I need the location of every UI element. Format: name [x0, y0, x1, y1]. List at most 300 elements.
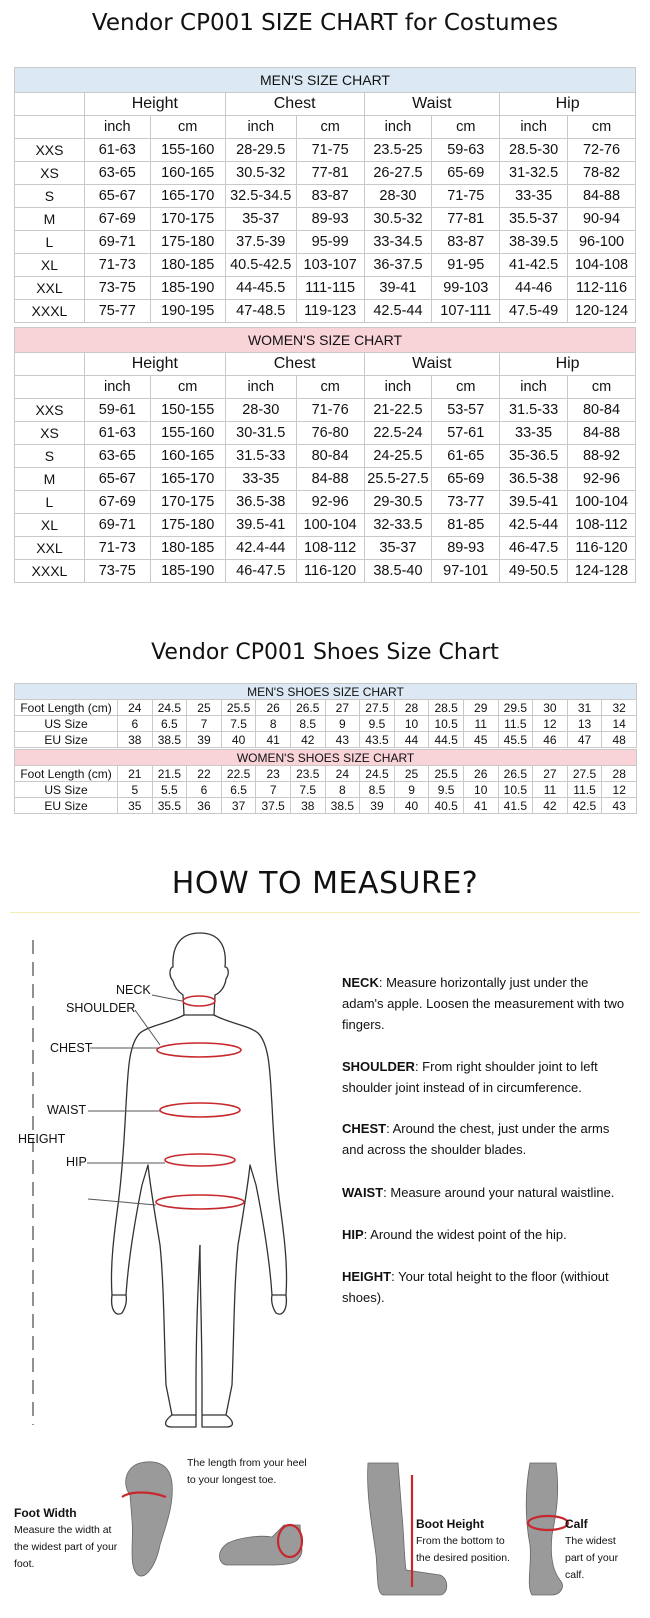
- size-cell: 61-65: [432, 445, 500, 468]
- shoe-cell: 24.5: [360, 766, 395, 782]
- size-cell: 160-165: [150, 162, 225, 185]
- size-chart-header: WOMEN'S SIZE CHART: [15, 328, 636, 353]
- size-cell: 39.5-41: [225, 514, 296, 537]
- size-cell: 165-170: [150, 468, 225, 491]
- size-cell: 71-75: [432, 185, 500, 208]
- unit-header: inch: [225, 376, 296, 399]
- size-cell: 53-57: [432, 399, 500, 422]
- group-header: Chest: [225, 353, 364, 376]
- size-cell: 44-45.5: [225, 277, 296, 300]
- shoe-cell: 8: [325, 782, 360, 798]
- unit-header: cm: [432, 376, 500, 399]
- shoe-cell: 39: [360, 798, 395, 814]
- size-cell: 44-46: [500, 277, 568, 300]
- shoe-cell: 31: [567, 700, 602, 716]
- size-cell: 30.5-32: [364, 208, 432, 231]
- shoe-cell: 10: [394, 716, 429, 732]
- unit-header: inch: [84, 116, 150, 139]
- shoe-cell: 24: [325, 766, 360, 782]
- shoe-cell: 28: [394, 700, 429, 716]
- unit-header: cm: [296, 376, 364, 399]
- size-label: XS: [15, 162, 85, 185]
- shoe-row-label: EU Size: [15, 732, 118, 748]
- shoe-cell: 44.5: [429, 732, 464, 748]
- size-cell: 28.5-30: [500, 139, 568, 162]
- desc-term: SHOULDER: [342, 1059, 415, 1074]
- men-size-table: [14, 67, 636, 323]
- size-row: [15, 185, 636, 208]
- size-row: [15, 208, 636, 231]
- shoe-cell: 24: [118, 700, 153, 716]
- size-cell: 175-180: [150, 231, 225, 254]
- blank-cell: [15, 116, 85, 139]
- size-cell: 71-73: [84, 537, 150, 560]
- shoe-cell: 11.5: [567, 782, 602, 798]
- size-cell: 73-75: [84, 277, 150, 300]
- size-cell: 26-27.5: [364, 162, 432, 185]
- shoe-cell: 8: [256, 716, 291, 732]
- shoe-row: [15, 716, 637, 732]
- desc-text: : Measure horizontally just under the adam's apple. Loosen the measurement with two fingers.: [342, 975, 625, 1032]
- size-cell: 38-39.5: [500, 231, 568, 254]
- shoe-title-row: [15, 750, 637, 766]
- desc-chest: [342, 1118, 627, 1160]
- shoe-row: [15, 732, 637, 748]
- size-row: [15, 300, 636, 323]
- size-cell: 72-76: [568, 139, 636, 162]
- boot-height-title: Boot Height: [416, 1517, 484, 1531]
- size-cell: 120-124: [568, 300, 636, 323]
- size-cell: 30.5-32: [225, 162, 296, 185]
- desc-term: WAIST: [342, 1185, 384, 1200]
- shoe-cell: 41.5: [498, 798, 533, 814]
- size-cell: 35-36.5: [500, 445, 568, 468]
- size-cell: 185-190: [150, 277, 225, 300]
- size-cell: 88-92: [567, 445, 635, 468]
- size-cell: 65-67: [84, 185, 150, 208]
- shoe-cell: 11.5: [498, 716, 533, 732]
- size-cell: 155-160: [150, 139, 225, 162]
- shoe-cell: 35.5: [152, 798, 187, 814]
- shoe-cell: 9: [325, 716, 360, 732]
- size-cell: 108-112: [567, 514, 635, 537]
- shoe-cell: 26.5: [498, 766, 533, 782]
- size-cell: 69-71: [84, 514, 150, 537]
- size-row: [15, 422, 636, 445]
- size-cell: 23.5-25: [364, 139, 432, 162]
- size-cell: 180-185: [150, 537, 225, 560]
- size-row: [15, 560, 636, 583]
- size-cell: 33-35: [225, 468, 296, 491]
- shoe-cell: 41: [256, 732, 291, 748]
- chest-label: CHEST: [50, 1041, 93, 1055]
- foot-width-text: Measure the width at the widest part of your foot.: [14, 1524, 118, 1570]
- size-cell: 83-87: [296, 185, 364, 208]
- size-cell: 97-101: [432, 560, 500, 583]
- shoe-cell: 38: [290, 798, 325, 814]
- size-cell: 73-77: [432, 491, 500, 514]
- shoe-cell: 26: [256, 700, 291, 716]
- size-cell: 61-63: [84, 139, 150, 162]
- size-cell: 46-47.5: [225, 560, 296, 583]
- women-shoes-table: [14, 749, 637, 814]
- size-cell: 42.5-44: [500, 514, 568, 537]
- size-cell: 175-180: [150, 514, 225, 537]
- size-cell: 107-111: [432, 300, 500, 323]
- shoe-cell: 5.5: [152, 782, 187, 798]
- unit-header: inch: [500, 116, 568, 139]
- boot-height-info: [416, 1516, 516, 1567]
- shoe-cell: 6.5: [152, 716, 187, 732]
- size-cell: 77-81: [296, 162, 364, 185]
- shoe-row-label: EU Size: [15, 798, 118, 814]
- shoe-cell: 11: [533, 782, 568, 798]
- shoe-cell: 42: [290, 732, 325, 748]
- shoe-row: [15, 798, 637, 814]
- size-cell: 29-30.5: [364, 491, 432, 514]
- shoe-cell: 26: [463, 766, 498, 782]
- size-cell: 36.5-38: [500, 468, 568, 491]
- shoe-cell: 5: [118, 782, 153, 798]
- men-shoes-table: [14, 683, 637, 748]
- unit-header: inch: [364, 116, 432, 139]
- size-cell: 59-63: [432, 139, 500, 162]
- group-header: Hip: [500, 93, 636, 116]
- shoe-row-label: US Size: [15, 716, 118, 732]
- size-cell: 40.5-42.5: [225, 254, 296, 277]
- size-cell: 71-76: [296, 399, 364, 422]
- size-row: [15, 139, 636, 162]
- size-cell: 61-63: [84, 422, 150, 445]
- size-cell: 155-160: [150, 422, 225, 445]
- size-title-row: [15, 68, 636, 93]
- shoe-cell: 28: [602, 766, 637, 782]
- size-cell: 170-175: [150, 208, 225, 231]
- size-label: XXS: [15, 139, 85, 162]
- desc-hip: [342, 1224, 627, 1245]
- shoe-cell: 45.5: [498, 732, 533, 748]
- size-cell: 84-88: [567, 422, 635, 445]
- shoe-cell: 10: [463, 782, 498, 798]
- shoe-cell: 45: [463, 732, 498, 748]
- size-cell: 22.5-24: [364, 422, 432, 445]
- shoe-cell: 42: [533, 798, 568, 814]
- size-cell: 100-104: [296, 514, 364, 537]
- group-header-row: [15, 93, 636, 116]
- desc-term: HIP: [342, 1227, 364, 1242]
- foot-width-info: [14, 1505, 126, 1573]
- foot-length-info: [187, 1455, 312, 1489]
- size-title-row: [15, 328, 636, 353]
- unit-header: inch: [500, 376, 568, 399]
- size-cell: 47.5-49: [500, 300, 568, 323]
- size-cell: 92-96: [296, 491, 364, 514]
- size-cell: 96-100: [568, 231, 636, 254]
- size-cell: 35-37: [225, 208, 296, 231]
- shoe-cell: 27.5: [567, 766, 602, 782]
- size-cell: 63-65: [84, 162, 150, 185]
- size-cell: 180-185: [150, 254, 225, 277]
- shoe-cell: 41: [463, 798, 498, 814]
- unit-row: [15, 376, 636, 399]
- size-label: L: [15, 231, 85, 254]
- shoe-cell: 13: [567, 716, 602, 732]
- shoe-cell: 39: [187, 732, 222, 748]
- group-header: Waist: [364, 353, 500, 376]
- size-cell: 39.5-41: [500, 491, 568, 514]
- shoe-cell: 8.5: [290, 716, 325, 732]
- desc-shoulder: [342, 1056, 627, 1098]
- size-cell: 28-30: [364, 185, 432, 208]
- women-size-table: [14, 327, 636, 583]
- size-cell: 150-155: [150, 399, 225, 422]
- size-row: [15, 468, 636, 491]
- unit-header: cm: [567, 376, 635, 399]
- shoe-row: [15, 782, 637, 798]
- size-cell: 33-35: [500, 185, 568, 208]
- shoe-cell: 7: [256, 782, 291, 798]
- desc-text: : From right shoulder joint to left shoulder joint instead of in circumference.: [342, 1059, 598, 1095]
- shoe-cell: 32: [602, 700, 637, 716]
- foot-length-text: The length from your heel to your longest toe.: [187, 1457, 307, 1486]
- blank-cell: [15, 376, 85, 399]
- size-cell: 90-94: [568, 208, 636, 231]
- shoe-cell: 24.5: [152, 700, 187, 716]
- shoe-cell: 23.5: [290, 766, 325, 782]
- shoe-cell: 21.5: [152, 766, 187, 782]
- shoe-row: [15, 766, 637, 782]
- waist-label: WAIST: [47, 1103, 87, 1117]
- shoe-cell: 40.5: [429, 798, 464, 814]
- shoe-chart-header: MEN'S SHOES SIZE CHART: [15, 684, 637, 700]
- group-header: Chest: [225, 93, 364, 116]
- size-cell: 28-30: [225, 399, 296, 422]
- size-label: M: [15, 468, 85, 491]
- size-chart-title: Vendor CP001 SIZE CHART for Costumes: [91, 10, 559, 36]
- unit-header: cm: [432, 116, 500, 139]
- shoe-title-row: [15, 684, 637, 700]
- shoe-cell: 7: [187, 716, 222, 732]
- size-cell: 42.5-44: [364, 300, 432, 323]
- size-cell: 95-99: [296, 231, 364, 254]
- size-cell: 67-69: [84, 208, 150, 231]
- size-cell: 38.5-40: [364, 560, 432, 583]
- shoe-cell: 10.5: [498, 782, 533, 798]
- shoe-cell: 26.5: [290, 700, 325, 716]
- shoe-row: [15, 700, 637, 716]
- size-cell: 75-77: [84, 300, 150, 323]
- shoulder-label: SHOULDER: [66, 1001, 136, 1015]
- shoe-cell: 27: [533, 766, 568, 782]
- unit-header: cm: [568, 116, 636, 139]
- size-cell: 24-25.5: [364, 445, 432, 468]
- size-cell: 165-170: [150, 185, 225, 208]
- size-row: [15, 231, 636, 254]
- size-row: [15, 537, 636, 560]
- size-cell: 39-41: [364, 277, 432, 300]
- shoe-cell: 29: [463, 700, 498, 716]
- size-label: XS: [15, 422, 85, 445]
- shoe-row-label: US Size: [15, 782, 118, 798]
- size-cell: 81-85: [432, 514, 500, 537]
- shoe-cell: 35: [118, 798, 153, 814]
- shoe-row-label: Foot Length (cm): [15, 766, 118, 782]
- size-cell: 111-115: [296, 277, 364, 300]
- unit-header: inch: [364, 376, 432, 399]
- size-cell: 89-93: [432, 537, 500, 560]
- size-cell: 77-81: [432, 208, 500, 231]
- foot-width-title: Foot Width: [14, 1506, 77, 1520]
- shoe-cell: 25.5: [429, 766, 464, 782]
- unit-header: cm: [296, 116, 364, 139]
- shoe-cell: 21: [118, 766, 153, 782]
- size-row: [15, 514, 636, 537]
- size-cell: 124-128: [567, 560, 635, 583]
- group-header: Hip: [500, 353, 636, 376]
- unit-header: cm: [150, 376, 225, 399]
- size-cell: 71-73: [84, 254, 150, 277]
- shoe-cell: 6: [118, 716, 153, 732]
- size-row: [15, 491, 636, 514]
- size-cell: 119-123: [296, 300, 364, 323]
- shoe-cell: 46: [533, 732, 568, 748]
- blank-cell: [15, 353, 85, 376]
- shoe-cell: 7.5: [221, 716, 256, 732]
- size-cell: 112-116: [568, 277, 636, 300]
- shoe-cell: 30: [533, 700, 568, 716]
- size-cell: 42.4-44: [225, 537, 296, 560]
- shoe-cell: 6: [187, 782, 222, 798]
- size-cell: 84-88: [568, 185, 636, 208]
- size-cell: 59-61: [84, 399, 150, 422]
- shoe-cell: 38.5: [325, 798, 360, 814]
- size-cell: 69-71: [84, 231, 150, 254]
- size-label: XXL: [15, 277, 85, 300]
- size-cell: 31.5-33: [225, 445, 296, 468]
- shoe-chart-header: WOMEN'S SHOES SIZE CHART: [15, 750, 637, 766]
- size-cell: 35-37: [364, 537, 432, 560]
- desc-waist: [342, 1182, 627, 1203]
- size-cell: 185-190: [150, 560, 225, 583]
- hip-label: HIP: [66, 1155, 87, 1169]
- size-cell: 32-33.5: [364, 514, 432, 537]
- shoe-cell: 38: [118, 732, 153, 748]
- shoe-cell: 29.5: [498, 700, 533, 716]
- shoe-cell: 7.5: [290, 782, 325, 798]
- size-row: [15, 254, 636, 277]
- shoe-cell: 27.5: [360, 700, 395, 716]
- shoe-cell: 9: [394, 782, 429, 798]
- unit-header: inch: [84, 376, 150, 399]
- size-cell: 57-61: [432, 422, 500, 445]
- desc-text: : Around the widest point of the hip.: [363, 1227, 567, 1242]
- shoe-cell: 25.5: [221, 700, 256, 716]
- calf-info: [565, 1516, 635, 1584]
- shoe-cell: 37.5: [256, 798, 291, 814]
- unit-row: [15, 116, 636, 139]
- height-label: HEIGHT: [18, 1132, 66, 1146]
- size-cell: 28-29.5: [225, 139, 296, 162]
- size-row: [15, 445, 636, 468]
- size-row: [15, 162, 636, 185]
- size-label: L: [15, 491, 85, 514]
- size-cell: 33-34.5: [364, 231, 432, 254]
- size-label: XXXL: [15, 560, 85, 583]
- size-label: XL: [15, 514, 85, 537]
- shoe-cell: 43: [602, 798, 637, 814]
- desc-neck: [342, 972, 627, 1035]
- shoe-cell: 14: [602, 716, 637, 732]
- shoe-cell: 27: [325, 700, 360, 716]
- shoe-cell: 22.5: [221, 766, 256, 782]
- size-label: M: [15, 208, 85, 231]
- size-label: XXS: [15, 399, 85, 422]
- size-cell: 21-22.5: [364, 399, 432, 422]
- divider: [10, 912, 640, 913]
- shoe-cell: 12: [533, 716, 568, 732]
- size-cell: 160-165: [150, 445, 225, 468]
- size-cell: 36.5-38: [225, 491, 296, 514]
- size-cell: 76-80: [296, 422, 364, 445]
- size-cell: 67-69: [84, 491, 150, 514]
- size-cell: 78-82: [568, 162, 636, 185]
- size-cell: 63-65: [84, 445, 150, 468]
- size-label: S: [15, 185, 85, 208]
- shoe-cell: 43.5: [360, 732, 395, 748]
- size-chart-header: MEN'S SIZE CHART: [15, 68, 636, 93]
- shoe-cell: 44: [394, 732, 429, 748]
- size-cell: 65-69: [432, 162, 500, 185]
- shoe-cell: 28.5: [429, 700, 464, 716]
- size-cell: 33-35: [500, 422, 568, 445]
- size-row: [15, 277, 636, 300]
- shoe-cell: 47: [567, 732, 602, 748]
- shoe-cell: 38.5: [152, 732, 187, 748]
- shoe-cell: 11: [463, 716, 498, 732]
- group-header: Waist: [364, 93, 500, 116]
- size-cell: 104-108: [568, 254, 636, 277]
- group-header: Height: [84, 93, 225, 116]
- size-cell: 35.5-37: [500, 208, 568, 231]
- shoe-cell: 42.5: [567, 798, 602, 814]
- shoe-cell: 9.5: [429, 782, 464, 798]
- size-cell: 80-84: [567, 399, 635, 422]
- size-label: XXL: [15, 537, 85, 560]
- size-cell: 84-88: [296, 468, 364, 491]
- shoe-cell: 40: [221, 732, 256, 748]
- size-cell: 103-107: [296, 254, 364, 277]
- size-cell: 46-47.5: [500, 537, 568, 560]
- size-cell: 47-48.5: [225, 300, 296, 323]
- group-header: Height: [84, 353, 225, 376]
- size-cell: 32.5-34.5: [225, 185, 296, 208]
- desc-text: : Your total height to the floor (withiout shoes).: [342, 1269, 609, 1305]
- size-cell: 31.5-33: [500, 399, 568, 422]
- size-label: XL: [15, 254, 85, 277]
- size-cell: 30-31.5: [225, 422, 296, 445]
- shoe-cell: 37: [221, 798, 256, 814]
- boot-height-text: From the bottom to the desired position.: [416, 1535, 510, 1564]
- size-cell: 37.5-39: [225, 231, 296, 254]
- blank-cell: [15, 93, 85, 116]
- size-cell: 73-75: [84, 560, 150, 583]
- size-cell: 91-95: [432, 254, 500, 277]
- desc-term: CHEST: [342, 1121, 387, 1136]
- shoe-cell: 43: [325, 732, 360, 748]
- calf-text: The widest part of your calf.: [565, 1535, 619, 1581]
- size-cell: 65-67: [84, 468, 150, 491]
- shoes-chart-title: Vendor CP001 Shoes Size Chart: [151, 640, 499, 665]
